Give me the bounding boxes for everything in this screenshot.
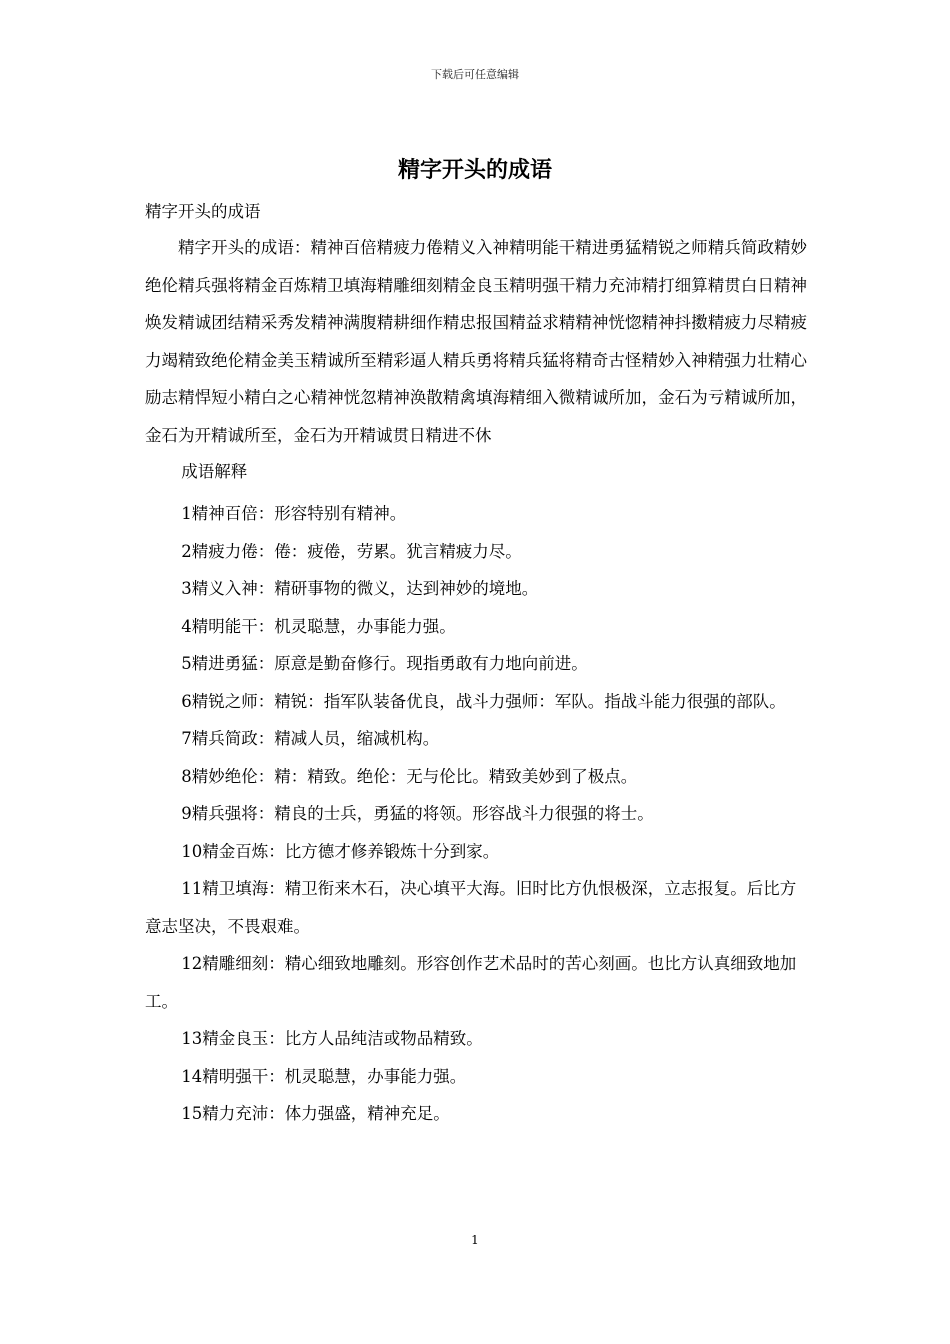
section-heading: 成语解释 [181,462,248,481]
idiom-list [145,495,807,1133]
list-item: 6精锐之师：精锐：指军队装备优良，战斗力强师：军队。指战斗能力很强的部队。 [181,691,786,711]
list-item: 8精妙绝伦：精：精致。绝伦：无与伦比。精致美妙到了极点。 [181,766,638,786]
intro-paragraph: 精字开头的成语：精神百倍精疲力倦精义入神精明能干精进勇猛精锐之师精兵简政精妙绝伦精兵强将精金百炼精卫填海精雕细刻精金良玉精明强干精力充沛精打细算精贯白日精神焕发精诚团结精采秀发精神满腹精耕细作精忠报国精益求精精神恍惚精神抖擞精疲力尽精疲力竭精致绝伦精金美玉精诚所至精彩逼人精兵勇将精兵猛将精奇古怪精妙入神精强力壮精心励志精悍短小精白之心精神恍忽精神涣散精禽填海精细入微精诚所加，金石为亏精诚所加，金石为开精诚所至，金石为开精诚贯日精进不休 [145,238,807,445]
list-item: 12精雕细刻：精心细致地雕刻。形容创作艺术品时的苦心刻画。也比方认真细致地加工。 [145,954,797,1011]
list-item: 11精卫填海：精卫衔来木石，决心填平大海。旧时比方仇恨极深，立志报复。后比方意志坚决，不畏艰难。 [145,879,797,936]
list-item: 3精义入神：精研事物的微义，达到神妙的境地。 [181,579,539,598]
list-item: 7精兵简政：精减人员，缩减机构。 [181,729,440,748]
document-body [145,198,807,1133]
list-item: 1精神百倍：形容特别有精神。 [181,504,407,523]
list-item: 15精力充沛：体力强盛，精神充足。 [181,1104,450,1123]
header-note: 下载后可任意编辑 [431,68,519,81]
list-item: 14精明强干：机灵聪慧，办事能力强。 [181,1066,467,1086]
page-number: 1 [471,1233,479,1247]
list-item: 10精金百炼：比方德才修养锻炼十分到家。 [181,841,500,861]
list-item: 4精明能干：机灵聪慧，办事能力强。 [181,616,456,636]
list-item: 13精金良玉：比方人品纯洁或物品精致。 [181,1029,483,1048]
list-item: 2精疲力倦：倦：疲倦，劳累。犹言精疲力尽。 [181,541,522,561]
list-item: 9精兵强将：精良的士兵，勇猛的将领。形容战斗力很强的将士。 [181,804,654,823]
document-subtitle: 精字开头的成语 [145,202,261,221]
page-title: 精字开头的成语 [397,157,552,183]
list-item: 5精进勇猛：原意是勤奋修行。现指勇敢有力地向前进。 [181,654,588,673]
